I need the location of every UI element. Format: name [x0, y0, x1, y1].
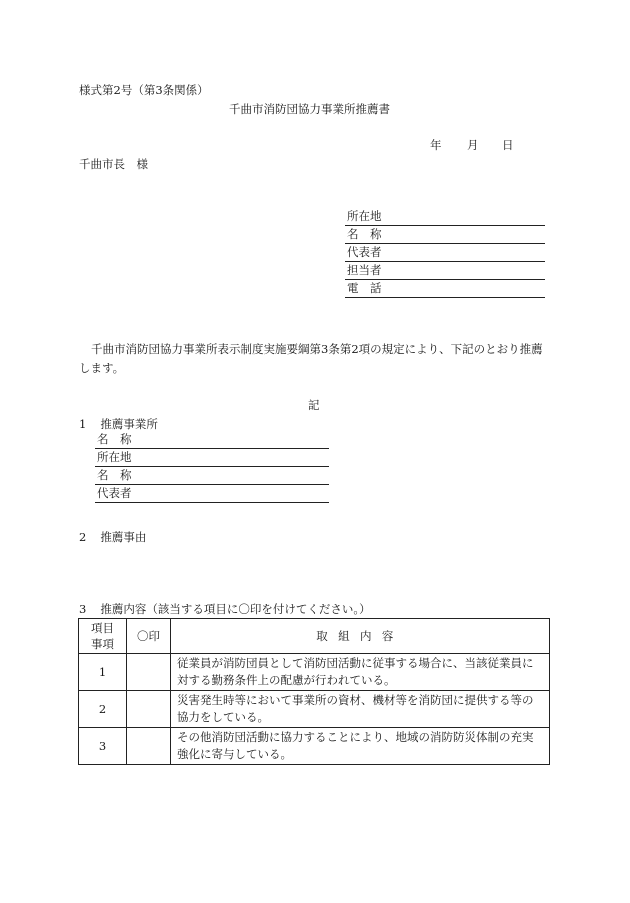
table-row — [79, 654, 550, 691]
applicant-representative-field — [345, 245, 545, 262]
row-content-line1: その他消防団活動に協力することにより、地域の消防防災体制の充実 — [177, 730, 534, 744]
applicant-contact-person-field — [345, 263, 545, 280]
row-content-line1: 災害発生時等において事業所の資材、機材等を消防団に提供する等の — [177, 693, 534, 707]
ki-heading: 記 — [308, 398, 320, 412]
row-content — [171, 728, 550, 765]
field-label: 名 称 — [347, 227, 382, 241]
field-label: 担当者 — [347, 263, 382, 277]
addressee: 千曲市長 様 — [79, 157, 148, 171]
row-number: 3 — [79, 728, 127, 765]
document-title: 千曲市消防団協力事業所推薦書 — [229, 102, 390, 116]
header-mark-cell: 〇印 — [127, 619, 171, 654]
section-number: 3 — [79, 602, 87, 616]
recommended-representative-field — [95, 486, 329, 503]
row-content-line2: 協力をしている。 — [177, 710, 269, 724]
recommended-address-field — [95, 450, 329, 467]
table-row — [79, 728, 550, 765]
row-mark-cell[interactable] — [127, 654, 171, 691]
row-number: 2 — [79, 691, 127, 728]
field-label: 代表者 — [97, 486, 132, 500]
row-content — [171, 654, 550, 691]
date-month-label: 月 — [467, 138, 479, 152]
date-year-label: 年 — [430, 138, 442, 152]
header-content-cell — [171, 619, 550, 654]
recommended-name2-field — [95, 468, 329, 485]
section1-heading — [79, 416, 158, 432]
field-label: 代表者 — [347, 245, 382, 259]
field-label: 所在地 — [97, 450, 132, 464]
row-mark-cell[interactable] — [127, 728, 171, 765]
form-number: 様式第2号（第3条関係） — [79, 83, 209, 97]
applicant-name-field — [345, 227, 545, 244]
header-content-label: 取組内容 — [316, 629, 404, 643]
table-header-row — [79, 619, 550, 654]
table-row — [79, 691, 550, 728]
section3-heading — [79, 601, 371, 617]
row-content-line2: 強化に寄与している。 — [177, 747, 292, 761]
applicant-address-field — [345, 209, 545, 226]
section2-heading — [79, 529, 146, 545]
field-label: 所在地 — [347, 209, 382, 223]
header-item-line1: 項目 — [91, 621, 114, 635]
date-day-label: 日 — [502, 138, 514, 152]
body-text-line2: します。 — [79, 361, 125, 375]
criteria-table — [78, 618, 550, 765]
header-item-line2: 事項 — [91, 637, 114, 651]
section-number: 2 — [79, 530, 87, 544]
row-content-line2: 対する勤務条件上の配慮が行われている。 — [177, 673, 396, 687]
applicant-phone-field — [345, 281, 545, 298]
field-label: 電 話 — [347, 281, 382, 295]
row-content — [171, 691, 550, 728]
section-title: 推薦内容（該当する項目に〇印を付けてください。） — [100, 602, 371, 616]
field-label: 名 称 — [97, 468, 132, 482]
recommended-name-field — [95, 432, 329, 449]
row-number: 1 — [79, 654, 127, 691]
row-mark-cell[interactable] — [127, 691, 171, 728]
section-title: 推薦事由 — [100, 530, 147, 544]
section-number: 1 — [79, 417, 87, 431]
field-label: 名 称 — [97, 432, 132, 446]
body-text-line1: 千曲市消防団協力事業所表示制度実施要綱第3条第2項の規定により、下記のとおり推薦 — [91, 342, 543, 356]
header-item-cell — [79, 619, 127, 654]
section-title: 推薦事業所 — [100, 417, 158, 431]
row-content-line1: 従業員が消防団員として消防団活動に従事する場合に、当該従業員に — [177, 656, 534, 670]
